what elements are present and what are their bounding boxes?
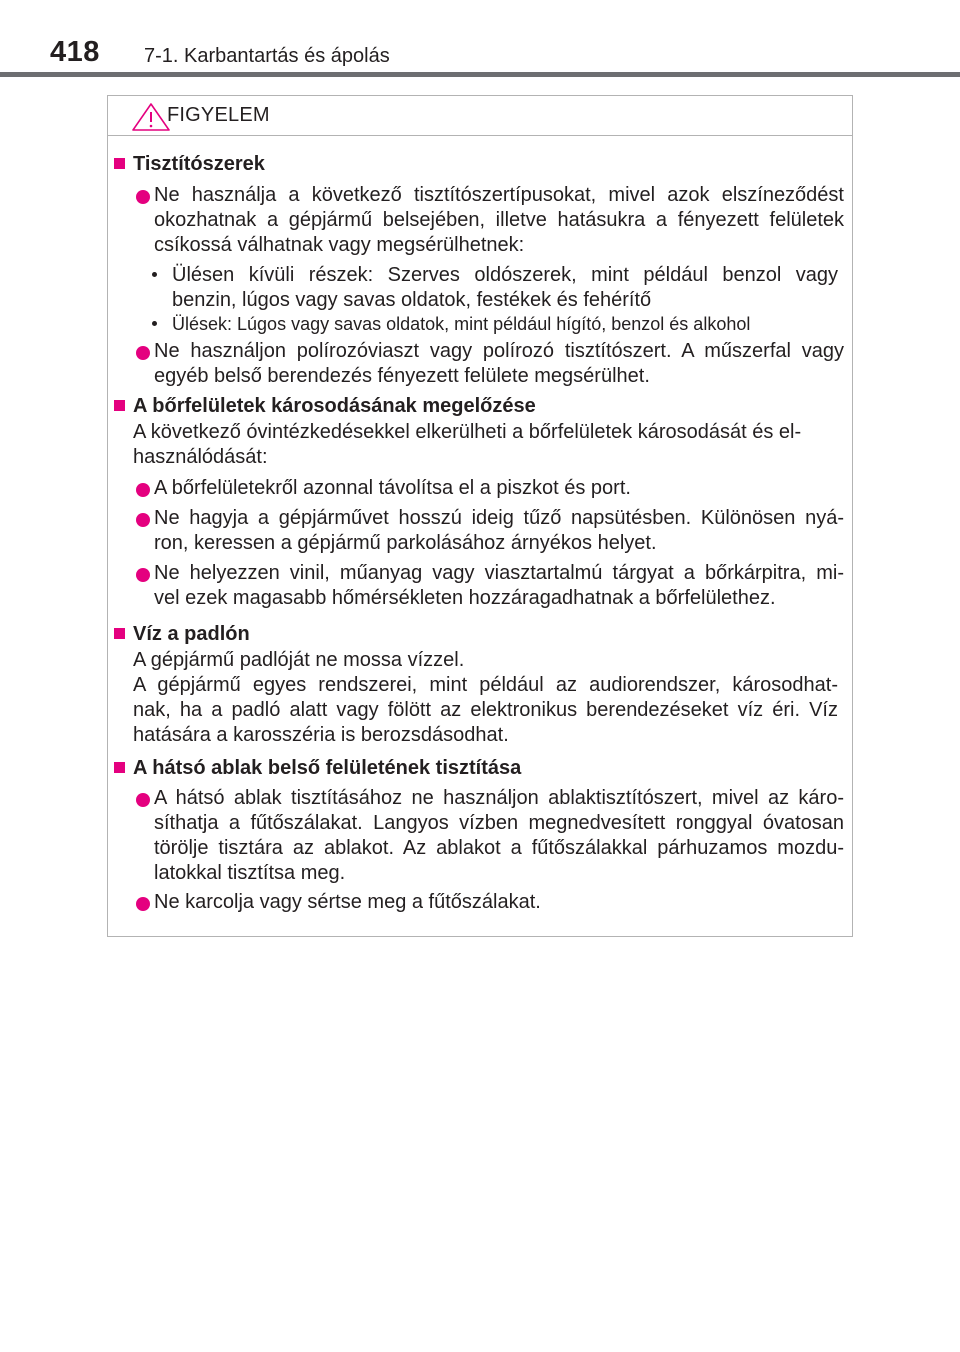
warning-box	[107, 95, 853, 937]
paragraph-text: A gépjármű padlóját ne mossa vízzel.	[133, 649, 465, 671]
warning-triangle-icon	[130, 102, 172, 132]
bullet-text: Ne helyezzen vinil, műanyag vagy viasztartalmú tárgyat a bőrkárpitra, mi-	[154, 562, 844, 584]
bullet-text: törölje tisztára az ablakot. Az ablakot a fűtőszálakkal párhuzamos mozdu-	[154, 837, 844, 859]
sub-bullet-text: Ülésen kívüli részek: Szerves oldószerek, mint például benzol vagy	[172, 264, 838, 286]
warning-title: FIGYELEM	[167, 104, 270, 126]
warning-box-header	[108, 96, 852, 136]
section-marker	[114, 628, 125, 639]
sub-bullet-text: benzin, lúgos vagy savas oldatok, festékek és fehérítő	[172, 289, 652, 311]
section-title: 7-1. Karbantartás és ápolás	[144, 45, 390, 67]
bullet-text: vel ezek magasabb hőmérsékleten hozzáragadhatnak a bőrfelülethez.	[154, 587, 776, 609]
bullet-marker	[136, 346, 150, 360]
section-heading-cleaning-agents: Tisztítószerek	[133, 153, 265, 175]
paragraph-text: nak, ha a padló alatt vagy fölött az elektronikus berendezéseket víz éri. Víz	[133, 699, 838, 721]
paragraph-text: A következő óvintézkedésekkel elkerülheti a bőrfelületek károsodását és el-	[133, 421, 802, 443]
paragraph-text: hatására a karosszéria is berozsdásodhat.	[133, 724, 509, 746]
bullet-marker	[136, 483, 150, 497]
bullet-text: latokkal tisztítsa meg.	[154, 862, 346, 884]
bullet-text: ron, keressen a gépjármű parkolásához árnyékos helyet.	[154, 532, 657, 554]
section-marker	[114, 762, 125, 773]
bullet-text: csíkossá válhatnak vagy megsérülhetnek:	[154, 234, 525, 256]
section-marker	[114, 400, 125, 411]
bullet-text: Ne használjon polírozóviaszt vagy polírozó tisztítószert. A műszerfal vagy	[154, 340, 844, 362]
bullet-text: Ne hagyja a gépjárművet hosszú ideig tűző napsütésben. Különösen nyá-	[154, 507, 844, 529]
bullet-text: egyéb belső berendezés fényezett felülete megsérülhet.	[154, 365, 650, 387]
sub-bullet-text: Ülések: Lúgos vagy savas oldatok, mint például hígító, benzol és alkohol	[172, 314, 751, 334]
bullet-text: okozhatnak a gépjármű belsejében, illetve hatásukra a fényezett felületek	[154, 209, 844, 231]
bullet-marker	[136, 513, 150, 527]
bullet-text: síthatja a fűtőszálakat. Langyos vízben megnedvesített ronggyal óvatosan	[154, 812, 844, 834]
bullet-text: A hátsó ablak tisztításához ne használjon ablaktisztítószert, mivel az káro-	[154, 787, 844, 809]
sub-bullet-marker	[152, 272, 157, 277]
section-heading-leather: A bőrfelületek károsodásának megelőzése	[133, 395, 536, 417]
paragraph-text: használódását:	[133, 446, 268, 468]
header-rule	[0, 72, 960, 77]
bullet-text: Ne használja a következő tisztítószertípusokat, mivel azok elszíneződést	[154, 184, 844, 206]
bullet-marker	[136, 568, 150, 582]
bullet-marker	[136, 897, 150, 911]
section-heading-water: Víz a padlón	[133, 623, 250, 645]
page-number: 418	[50, 36, 100, 68]
page-header	[0, 0, 960, 82]
section-heading-rear-window: A hátsó ablak belső felületének tisztítása	[133, 757, 522, 779]
bullet-marker	[136, 793, 150, 807]
bullet-text: Ne karcolja vagy sértse meg a fűtőszálakat.	[154, 891, 541, 913]
bullet-marker	[136, 190, 150, 204]
sub-bullet-marker	[152, 321, 157, 326]
paragraph-text: A gépjármű egyes rendszerei, mint például az audiorendszer, károsodhat-	[133, 674, 838, 696]
section-marker	[114, 158, 125, 169]
bullet-text: A bőrfelületekről azonnal távolítsa el a piszkot és port.	[154, 477, 631, 499]
